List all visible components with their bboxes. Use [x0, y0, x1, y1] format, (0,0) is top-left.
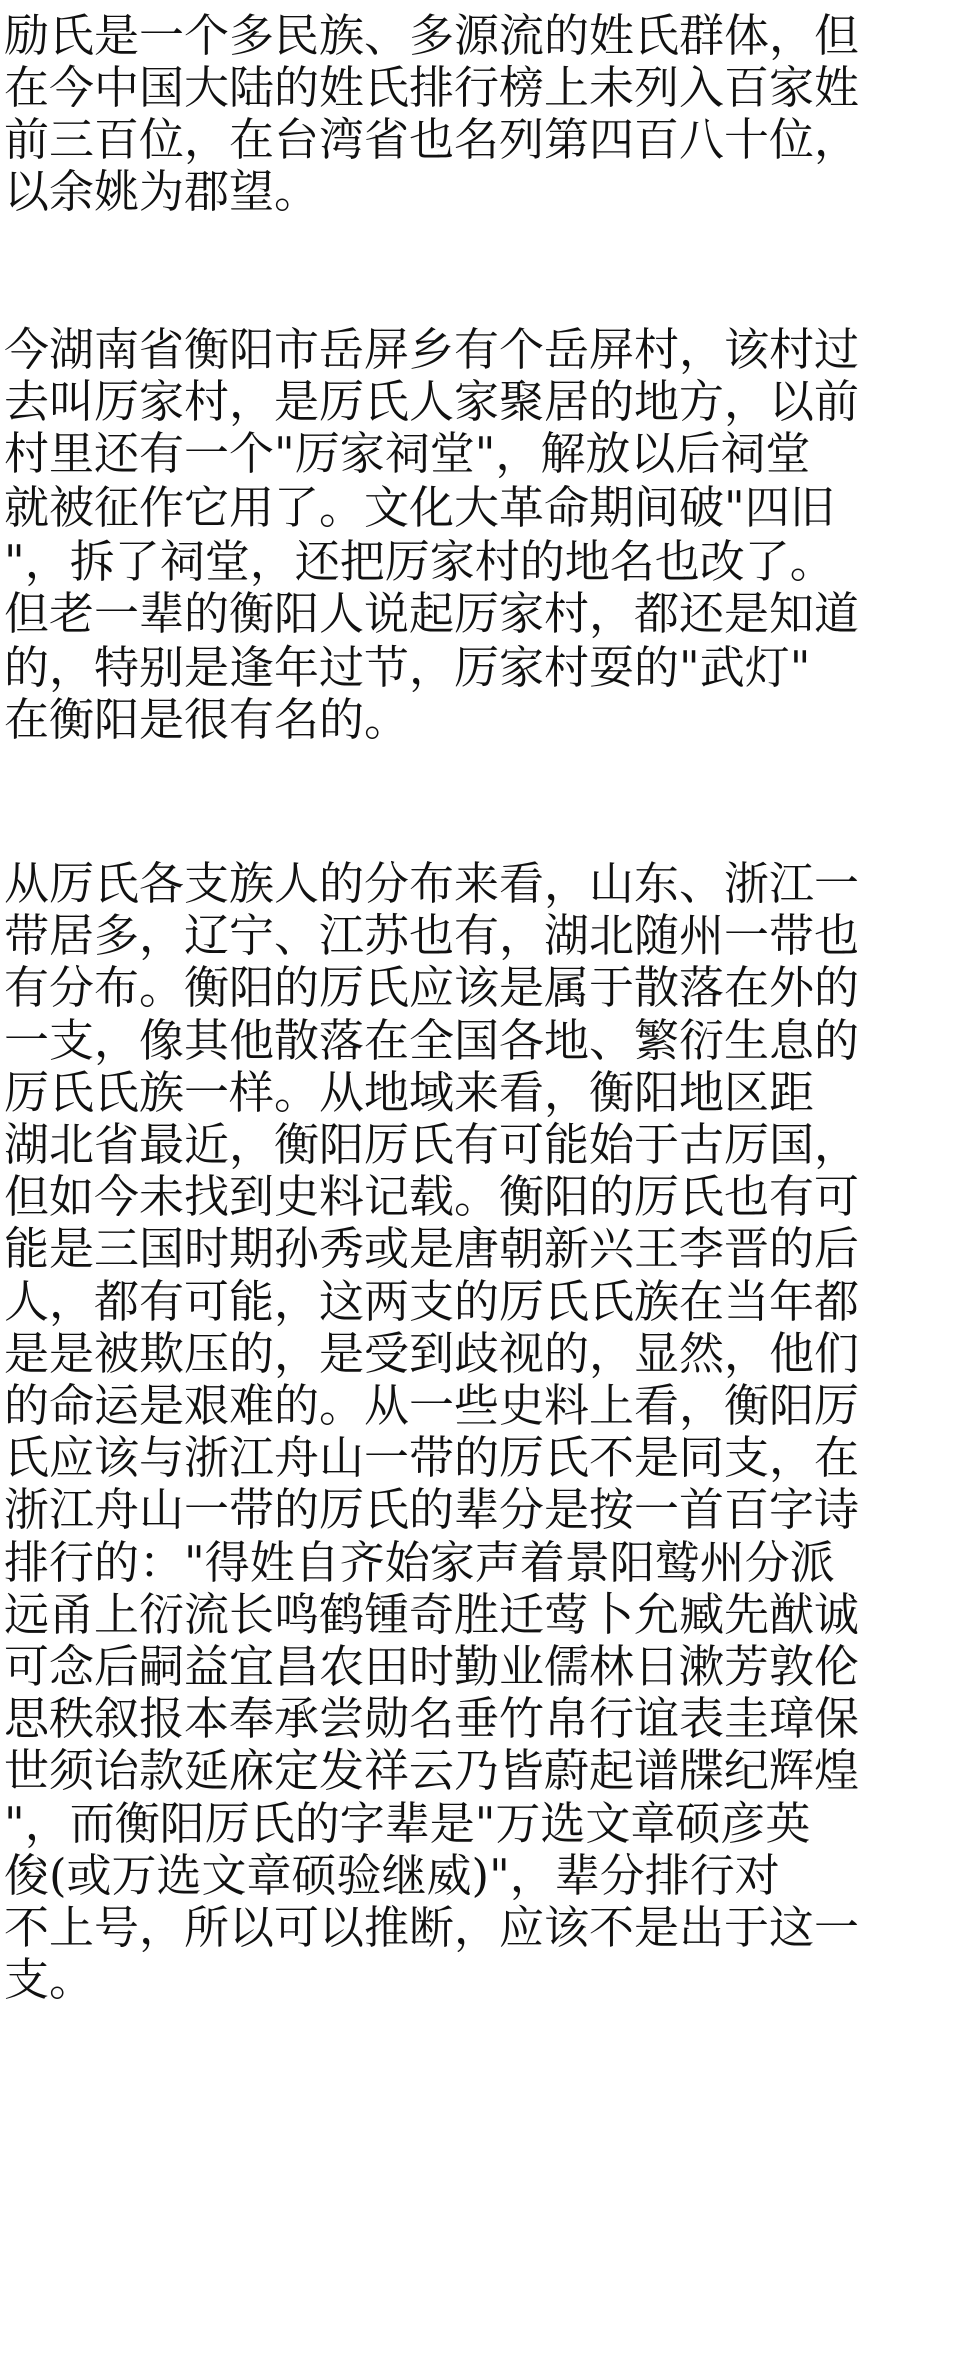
text-line: 远甬上衍流长鸣鹤锺奇胜迁莺卜允臧先猷诚: [4, 1588, 860, 1641]
text-line: 从厉氏各支族人的分布来看，山东、浙江一: [4, 857, 860, 910]
text-line: 浙江舟山一带的厉氏的辈分是按一首百字诗: [4, 1483, 860, 1536]
text-line: 的，特别是逢年过节，厉家村耍的"武灯": [4, 641, 811, 694]
text-line: 不上号，所以可以推断，应该不是出于这一: [4, 1901, 860, 1954]
text-line: 前三百位，在台湾省也名列第四百八十位，: [4, 113, 860, 166]
text-line: 但如今未找到史料记载。衡阳的厉氏也有可: [4, 1170, 860, 1223]
text-line: 励氏是一个多民族、多源流的姓氏群体，但: [4, 9, 860, 62]
text-line: 是是被欺压的，是受到歧视的，显然，他们: [4, 1327, 860, 1380]
text-line: 人，都有可能，这两支的厉氏氏族在当年都: [4, 1275, 860, 1328]
text-line: 世须诒款延庥定发祥云乃皆蔚起谱牒纪辉煌: [4, 1744, 860, 1797]
text-line: 可念后嗣益宜昌农田时勤业儒林日漱芳敦伦: [4, 1640, 860, 1693]
text-line: 在衡阳是很有名的。: [4, 693, 410, 746]
text-line: 去叫厉家村，是厉氏人家聚居的地方，以前: [4, 375, 860, 428]
text-line: 思秩叙报本奉承尝勋名垂竹帛行谊表圭璋保: [4, 1692, 860, 1745]
text-line: "，拆了祠堂，还把厉家村的地名也改了。: [4, 535, 835, 588]
text-line: 一支，像其他散落在全国各地、繁衍生息的: [4, 1014, 860, 1067]
text-line: 就被征作它用了。文化大革命期间破"四旧: [4, 481, 835, 534]
text-line: "，而衡阳厉氏的字辈是"万选文章硕彦英: [4, 1797, 811, 1850]
text-line: 带居多，辽宁、江苏也有，湖北随州一带也: [4, 909, 860, 962]
text-line: 支。: [4, 1953, 95, 2006]
text-line: 有分布。衡阳的厉氏应该是属于散落在外的: [4, 961, 860, 1014]
text-line: 以余姚为郡望。: [4, 165, 320, 218]
text-line: 但老一辈的衡阳人说起厉家村，都还是知道: [4, 587, 860, 640]
text-line: 能是三国时期孙秀或是唐朝新兴王李晋的后: [4, 1222, 860, 1275]
text-line: 厉氏氏族一样。从地域来看，衡阳地区距: [4, 1066, 815, 1119]
text-line: 的命运是艰难的。从一些史料上看，衡阳厉: [4, 1379, 860, 1432]
text-line: 在今中国大陆的姓氏排行榜上未列入百家姓: [4, 61, 860, 114]
text-line: 氏应该与浙江舟山一带的厉氏不是同支，在: [4, 1431, 860, 1484]
text-line: 村里还有一个"厉家祠堂"，解放以后祠堂: [4, 427, 811, 480]
text-line: 排行的："得姓自齐始家声着景阳鹫州分派: [4, 1536, 835, 1589]
text-line: 湖北省最近，衡阳厉氏有可能始于古厉国，: [4, 1118, 860, 1171]
text-line: 俊(或万选文章硕验继威)"，辈分排行对: [4, 1849, 780, 1902]
text-line: 今湖南省衡阳市岳屏乡有个岳屏村，该村过: [4, 323, 860, 376]
